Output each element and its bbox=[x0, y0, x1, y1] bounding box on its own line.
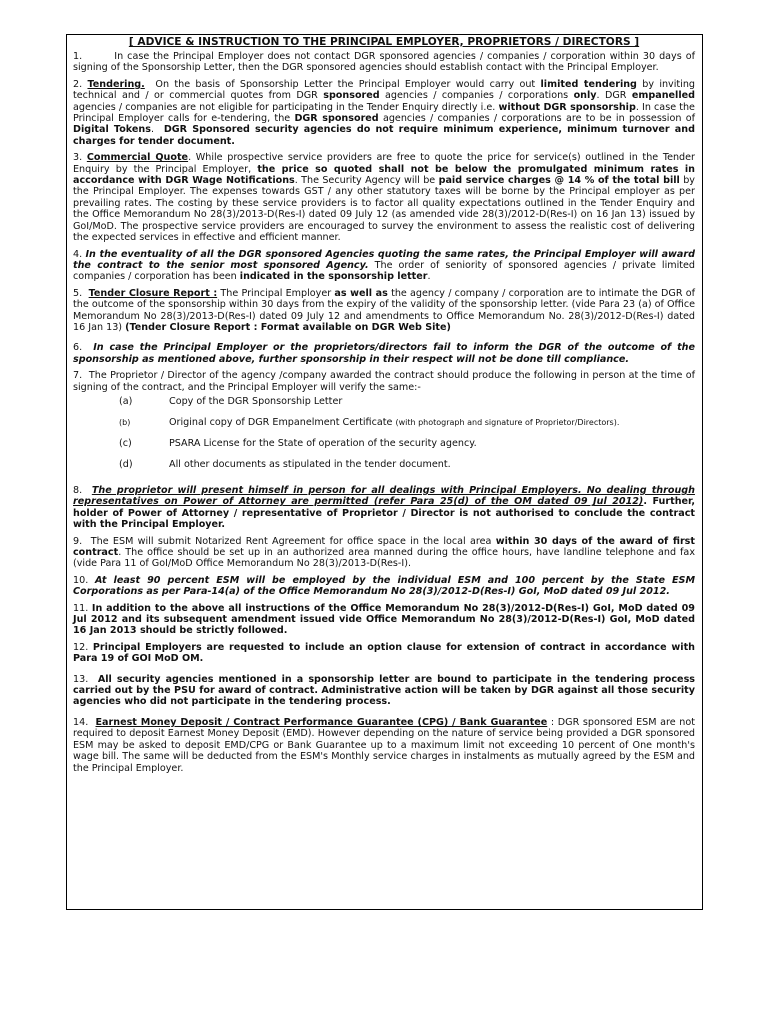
checklist-item: (d) All other documents as stipulated in the tender document. bbox=[119, 458, 451, 470]
document-frame bbox=[66, 34, 703, 910]
emd-heading: Earnest Money Deposit / Contract Performance Guarantee (CPG) / Bank Guarantee bbox=[95, 716, 548, 728]
paragraph-10: 10. At least 90 percent ESM will be employed by the individual ESM and 100 percent by the State ESM Corporations as per Para-14(a) of the Office Memorandum No 28(3)/2012-D(Res-I) GoI, MoD dated 09 Jul 2012. bbox=[73, 574, 695, 598]
paragraph-1: 1. In case the Principal Employer does not contact DGR sponsored agencies / companies / corporation within 30 days of signing of the Sponsorship Letter, then the DGR sponsored agencies should establish contact with the Principal Employer. bbox=[73, 51, 695, 74]
paragraph-9: 9. The ESM will submit Notarized Rent Agreement for office space in the local area within 30 days of the award of first contract. The office should be set up in an authorized area manned during the office hours, have landline telephone and fax (vide Para 11 of GoI/MoD Office Memorandum No 28(3)/2013-D(Res-I). bbox=[73, 535, 695, 570]
paragraph-8: 8. The proprietor will present himself in person for all dealings with Principal Employers. No dealing through representatives on Power of Attorney are permitted (refer Para 25(d) of the OM dated 09 Jul 2012). Further, holder of Power of Attorney / representative of Proprietor / Director is not authorised to conclude the contract with the Principal Employer. bbox=[73, 484, 695, 531]
paragraph-7: 7. The Proprietor / Director of the agency /company awarded the contract should produce the following in person at the time of signing of the contract, and the Principal Employer will verify the same:- (a) Copy of the DGR Sponsorship Letter (b) Original copy of DGR Empanelment Certificate (with photograph and signature of Proprietor/Directors). (c) PSARA License for the State of operation of the security agency. (d) All other documents as stipulated in the tender document. bbox=[73, 370, 695, 480]
paragraph-11: 11. In addition to the above all instructions of the Office Memorandum No 28(3)/2012-D(Res-I) GoI, MoD dated 09 Jul 2012 and its subsequent amendment issued vide Office Memorandum No 28(3)/2012-D(Res-I) GoI, MoD dated 16 Jan 2013 should be strictly followed. bbox=[73, 602, 695, 637]
document-checklist bbox=[73, 396, 695, 480]
paragraph-13: 13. All security agencies mentioned in a sponsorship letter are bound to participate in the tendering process carried out by the PSU for award of contract. Administrative action will be taken by DGR against all those security agencies who did not participate in the tendering process. bbox=[73, 673, 695, 708]
paragraph-6: 6. In case the Principal Employer or the proprietors/directors fail to inform the DGR of the outcome of the sponsorship as mentioned above, further sponsorship in their respect will not be done till compliance. bbox=[73, 342, 695, 365]
paragraph-4: 4. In the eventuality of all the DGR sponsored Agencies quoting the same rates, the Principal Employer will award the contract to the senior most sponsored Agency. The order of seniority of sponsored agencies / private limited companies / corporation has been indicated in the sponsorship letter. bbox=[73, 248, 695, 283]
paragraph-14: 14. Earnest Money Deposit / Contract Performance Guarantee (CPG) / Bank Guarantee : DGR sponsored ESM are not required to deposit Earnest Money Deposit (EMD). However depending on the nature of service being provided a DGR sponsored ESM may be asked to deposit EMD/CPG or Bank Guarantee up to a maximum limit not exceeding 10 percent of One month's wage bill. The same will be deducted from the ESM's Monthly service charges in instalments as mutually agreed by the ESM and the Principal Employer. bbox=[73, 716, 695, 774]
paragraph-5: 5. Tender Closure Report : The Principal Employer as well as the agency / company / corporation are to intimate the DGR of the outcome of the sponsorship within 30 days from the expiry of the validity of the sponsorship letter. (vide Para 23 (a) of Office Memorandum No 28(3)/2013-D(Res-I) dated 09 July 12 and amendments to Office Memorandum No. 28(3)/2012-D(Res-I) dated 16 Jan 13) (Tender Closure Report : Format available on DGR Web Site) bbox=[73, 287, 695, 333]
tendering-heading: Tendering. bbox=[87, 78, 145, 90]
checklist-item: (a) Copy of the DGR Sponsorship Letter bbox=[119, 395, 343, 407]
tender-closure-heading: Tender Closure Report : bbox=[88, 287, 218, 299]
checklist-item: (b) Original copy of DGR Empanelment Certificate (with photograph and signature of Proprietor/Directors). bbox=[119, 416, 620, 428]
paragraph-2: 2. Tendering. On the basis of Sponsorship Letter the Principal Employer would carry out limited tendering by inviting technical and / or commercial quotes from DGR sponsored agencies / companies / corporations only. DGR empanelled agencies / companies are not eligible for participating in the Tender Enquiry directly i.e. without DGR sponsorship. In case the Principal Employer calls for e-tendering, the DGR sponsored agencies / companies / corporations are to be in possession of Digital Tokens. DGR Sponsored security agencies do not require minimum experience, minimum turnover and charges for tender document. bbox=[73, 78, 696, 147]
checklist-item: (c) PSARA License for the State of operation of the security agency. bbox=[119, 437, 477, 449]
paragraph-12: 12. Principal Employers are requested to include an option clause for extension of contract in accordance with Para 19 of GOI MoD OM. bbox=[73, 641, 695, 665]
document-title: [ ADVICE & INSTRUCTION TO THE PRINCIPAL EMPLOYER, PROPRIETORS / DIRECTORS ] bbox=[128, 36, 640, 48]
paragraph-3: 3. Commercial Quote. While prospective service providers are free to quote the price for service(s) outlined in the Tender Enquiry by the Principal Employer, the price so quoted shall not be below the promulgated minimum rates in accordance with DGR Wage Notifications. The Security Agency will be paid service charges @ 14 % of the total bill by the Principal Employer. The expenses towards GST / any other statutory taxes will be borne by the Principal employer as per prevailing rates. The costing by these service providers is to factor all quality expectations outlined in the Tender Enquiry and the Office Memorandum No 28(3)/2013-D(Res-I) dated 09 July 12 (as amended vide 28(3)/2012-D(Res-I) on 16 Jan 13) issued by GoI/MoD. The prospective service providers are encouraged to survey the environment to assess the realistic cost of delivering the expected services in effective and efficient manner. bbox=[73, 152, 695, 244]
commercial-quote-heading: Commercial Quote bbox=[86, 152, 189, 164]
